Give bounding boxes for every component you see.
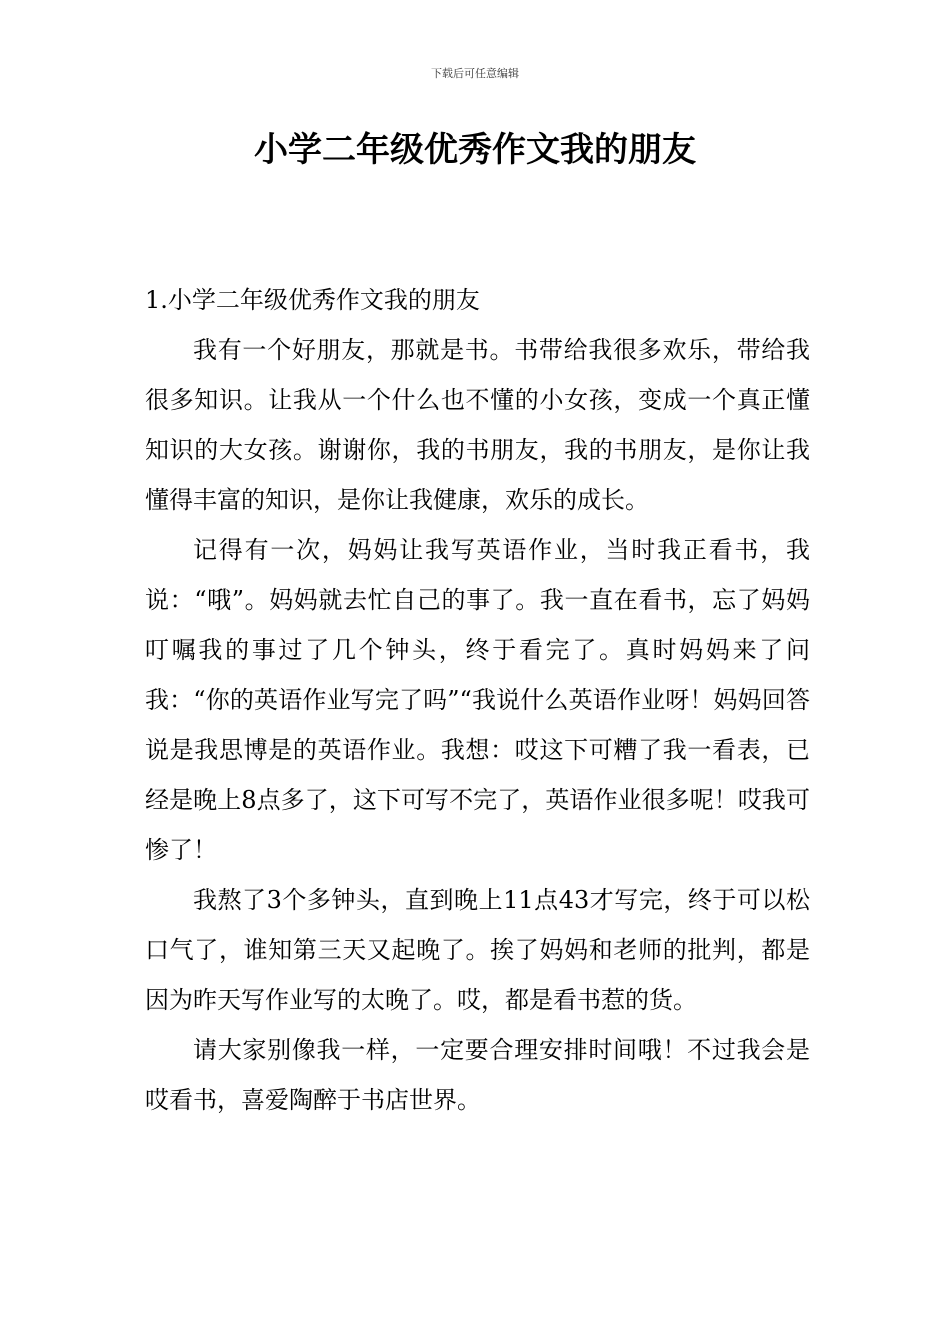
document-title: 小学二年级优秀作文我的朋友	[254, 130, 696, 170]
paragraph-2: 记得有一次，妈妈让我写英语作业，当时我正看书，我说：“哦”。妈妈就去忙自己的事了。我一直在看书，忘了妈妈叮嘱我的事过了几个钟头，终于看完了。真时妈妈来了问我：“你的英语作业写完了吗”“我说什么英语作业呀！妈妈回答说是我思博是的英语作业。我想：哎这下可糟了我一看表，已经是晚上8点多了，这下可写不完了，英语作业很多呢！哎我可惨了！	[145, 536, 810, 864]
paragraph-1: 我有一个好朋友，那就是书。书带给我很多欢乐，带给我很多知识。让我从一个什么也不懂的小女孩，变成一个真正懂知识的大女孩。谢谢你，我的书朋友，我的书朋友，是你让我懂得丰富的知识，是你让我健康，欢乐的成长。	[145, 336, 810, 514]
paragraph-4: 请大家别像我一样，一定要合理安排时间哦！不过我会是哎看书，喜爱陶醉于书店世界。	[145, 1036, 810, 1114]
section-heading: 1.小学二年级优秀作文我的朋友	[145, 286, 480, 314]
header-note: 下载后可任意编辑	[431, 67, 519, 80]
paragraph-3: 我熬了3个多钟头，直到晚上11点43才写完，终于可以松口气了，谁知第三天又起晚了。挨了妈妈和老师的批判，都是因为昨天写作业写的太晚了。哎，都是看书惹的货。	[145, 886, 810, 1014]
document-body	[145, 275, 810, 1125]
